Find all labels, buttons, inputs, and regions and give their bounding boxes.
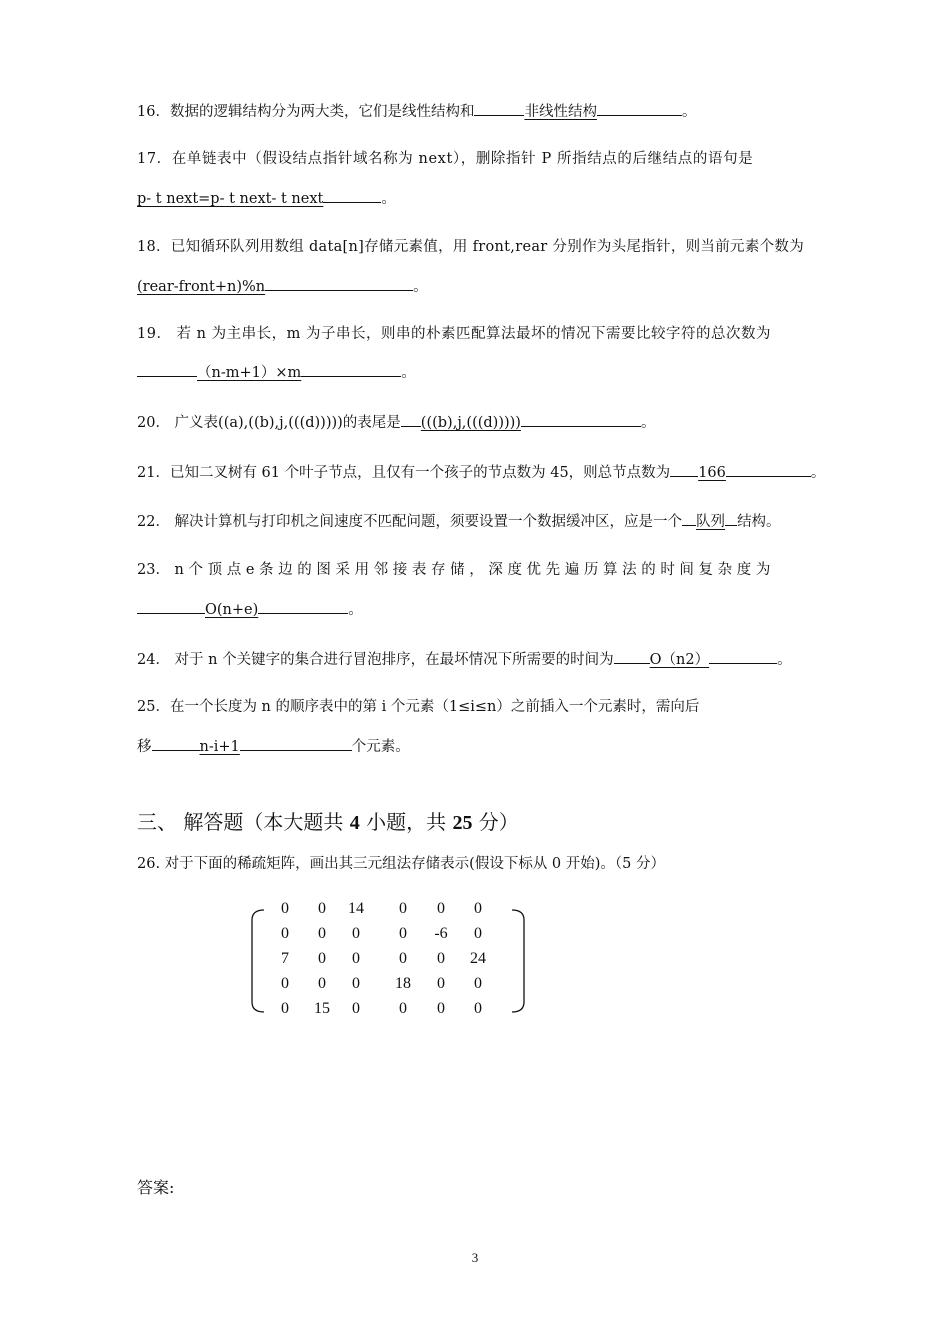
question-26 [137, 854, 665, 874]
question-24-end: 。 [777, 652, 792, 668]
question-20-text: 20． 广义表((a),((b),j,(((d)))))的表尾是 [137, 415, 401, 431]
question-25-answer-line [137, 735, 410, 757]
question-17-answer: p- t next=p- t next- t next [137, 191, 324, 207]
matrix-cell: 0 [474, 975, 482, 992]
question-20-answer: (((b),j,(((d))))) [420, 415, 521, 431]
matrix-cell: 0 [318, 925, 326, 942]
question-20-end: 。 [640, 415, 656, 431]
blank-underline [726, 461, 811, 477]
question-16-answer: 非线性结构 [524, 104, 597, 120]
question-18-text: 18．已知循环队列用数组 data[n]存储元素值，用 front,rear 分别作为头尾指针，则当前元素个数为 [137, 239, 805, 255]
matrix-cell: 0 [399, 900, 407, 917]
matrix-brackets [248, 898, 528, 1018]
question-25 [137, 697, 699, 717]
question-16-text: 16．数据的逻辑结构分为两大类，它们是线性结构和 [137, 104, 475, 120]
question-21-end: 。 [810, 465, 826, 481]
question-19-end: 。 [401, 365, 416, 381]
right-bracket [512, 910, 524, 1012]
question-22-text: 22． 解决计算机与打印机之间速度不匹配问题，须要设置一个数据缓冲区，应是一个 [137, 514, 683, 530]
question-25-text: 25．在一个长度为 n 的顺序表中的第 i 个元素（1≤i≤n）之前插入一个元素时，需向后 [137, 699, 700, 715]
matrix-cell: 0 [437, 900, 445, 917]
blank-underline [323, 187, 381, 203]
section-heading-tail: 分） [472, 810, 519, 834]
blank-underline [725, 510, 737, 526]
blank-underline [709, 648, 777, 664]
answer-label: 答案: [137, 1178, 175, 1197]
question-24-text: 24． 对于 n 个关键字的集合进行冒泡排序，在最坏情况下所需要的时间为 [137, 652, 614, 668]
matrix-cell: 0 [399, 950, 407, 967]
matrix-cell: 0 [437, 1000, 445, 1017]
left-bracket [252, 910, 264, 1012]
blank-underline [597, 100, 682, 116]
blank-underline [474, 100, 524, 116]
matrix-cell: 0 [318, 950, 326, 967]
blank-underline [301, 361, 401, 377]
matrix-cell: 0 [474, 1000, 482, 1017]
question-18-answer: (rear-front+n)%n [137, 279, 266, 295]
matrix-cell: 24 [470, 950, 486, 967]
question-25-answer: n-i+1 [199, 739, 240, 755]
matrix-cell: 0 [474, 925, 482, 942]
blank-underline [137, 361, 197, 377]
matrix-cell: 18 [395, 975, 411, 992]
question-19-answer-line [137, 361, 416, 383]
question-19-text: 19． 若 n 为主串长，m 为子串长，则串的朴素匹配算法最坏的情况下需要比较字符的总次数为 [137, 326, 771, 342]
blank-underline [401, 411, 421, 427]
matrix-cell: 0 [281, 975, 289, 992]
matrix-cell: 0 [437, 950, 445, 967]
question-16-end: 。 [681, 104, 697, 120]
blank-underline [682, 510, 696, 526]
matrix-cell: 0 [281, 1000, 289, 1017]
question-17-answer-line [137, 187, 396, 209]
matrix-cell: 7 [281, 950, 289, 967]
question-25-end: 个元素。 [351, 739, 410, 755]
question-19 [137, 324, 771, 344]
section-heading-score: 25 [452, 812, 473, 834]
blank-underline [152, 735, 200, 751]
question-22-answer: 队列 [696, 514, 726, 530]
question-17-text: 17．在单链表中（假设结点指针域名称为 next），删除指针 P 所指结点的后继结点的语句是 [137, 151, 754, 167]
matrix-cell: 0 [399, 1000, 407, 1017]
blank-underline [265, 275, 413, 291]
blank-underline [614, 648, 650, 664]
matrix-cell: 0 [437, 975, 445, 992]
question-21-text: 21．已知二叉树有 61 个叶子节点，且仅有一个孩子的节点数为 45，则总节点数为 [137, 465, 671, 481]
question-22 [137, 510, 781, 532]
section-heading-mid: 小题，共 [359, 810, 453, 834]
question-20 [137, 411, 655, 433]
blank-underline [521, 411, 641, 427]
question-21-answer: 166 [698, 465, 726, 481]
matrix-cell: 0 [352, 975, 360, 992]
question-17-end: 。 [381, 191, 396, 207]
page-number: 3 [471, 1250, 479, 1265]
blank-underline [137, 598, 205, 614]
matrix-cell: 0 [352, 925, 360, 942]
question-23-answer: O(n+e) [205, 602, 259, 618]
blank-underline [240, 735, 352, 751]
question-18-answer-line [137, 275, 428, 297]
matrix-cell: 0 [281, 900, 289, 917]
matrix-cell: 14 [348, 900, 364, 917]
blank-underline [258, 598, 348, 614]
question-22-end: 结构。 [737, 514, 781, 530]
matrix-cell: 0 [474, 900, 482, 917]
sparse-matrix [248, 898, 528, 1018]
question-24-answer: O（n2） [649, 652, 710, 668]
blank-underline [670, 461, 698, 477]
question-26-text: 26. 对于下面的稀疏矩阵，画出其三元组法存储表示(假设下标从 0 开始)。（5 分） [137, 856, 666, 872]
question-23-end: 。 [348, 602, 363, 618]
question-23-answer-line [137, 598, 363, 620]
question-17 [137, 149, 753, 169]
matrix-cell: 0 [352, 1000, 360, 1017]
matrix-cell: 0 [318, 975, 326, 992]
matrix-cell: 0 [399, 925, 407, 942]
matrix-cell: 0 [318, 900, 326, 917]
question-25-prefix: 移 [137, 739, 152, 755]
question-18 [137, 237, 804, 257]
matrix-cell: 0 [352, 950, 360, 967]
question-21 [137, 461, 825, 483]
section-heading [137, 806, 519, 835]
question-24 [137, 648, 792, 670]
matrix-cell: 0 [281, 925, 289, 942]
matrix-cell: 15 [314, 1000, 330, 1017]
matrix-cell: -6 [434, 925, 448, 942]
question-16 [137, 100, 696, 122]
section-heading-count: 4 [349, 812, 360, 834]
question-23-text: 23． n 个 顶 点 e 条 边 的 图 采 用 邻 接 表 存 储 ， 深 度 优 先 遍 历 算 法 的 时 间 复 杂 度 为 [137, 562, 771, 578]
question-19-answer: （n-m+1）×m [197, 365, 302, 381]
question-18-end: 。 [413, 279, 428, 295]
section-heading-label: 三、 解答题（本大题共 [137, 810, 350, 834]
question-23 [137, 560, 770, 580]
